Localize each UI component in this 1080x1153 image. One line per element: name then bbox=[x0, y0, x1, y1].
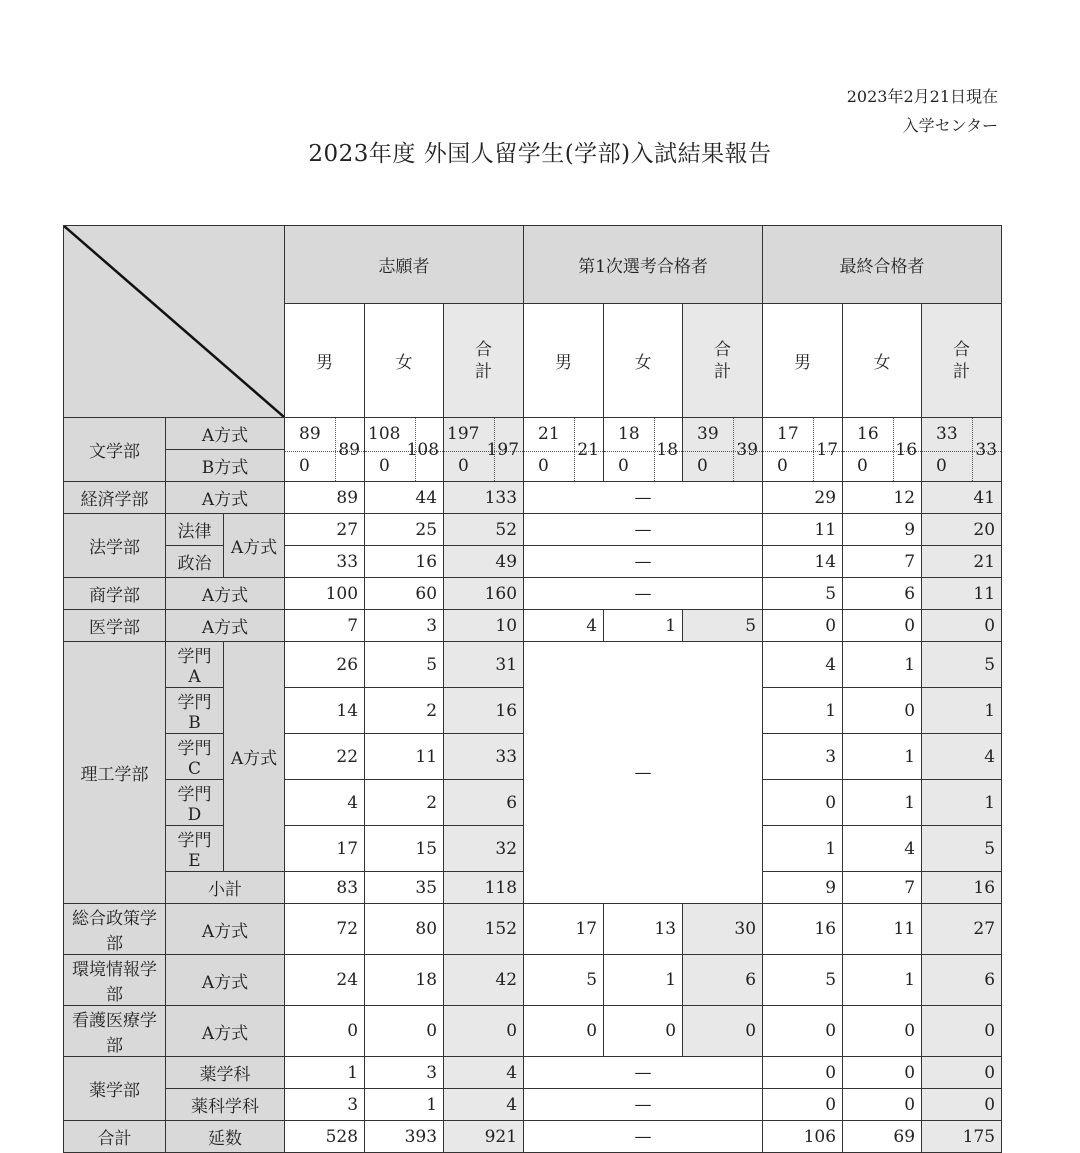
table-row bbox=[64, 482, 1002, 514]
col-female: 女 bbox=[604, 304, 683, 418]
value-cell: 1 bbox=[285, 1057, 365, 1089]
value-cell: 17 bbox=[524, 904, 604, 955]
value-cell: 2 bbox=[365, 688, 444, 734]
value-cell: 393 bbox=[365, 1121, 444, 1153]
value-cell: 175 bbox=[922, 1121, 1002, 1153]
sub-label: 薬科学科 bbox=[166, 1089, 285, 1121]
col-female: 女 bbox=[365, 304, 444, 418]
value-cell: 0 bbox=[683, 1006, 763, 1057]
ab-cell: 197 0 197 bbox=[444, 418, 524, 482]
dept-label: 理工学部 bbox=[64, 642, 166, 904]
page-title: 2023年度 外国人留学生(学部)入試結果報告 bbox=[308, 141, 772, 167]
value-cell: 5 bbox=[763, 578, 843, 610]
results-table bbox=[63, 225, 1002, 1153]
value-cell: 106 bbox=[763, 1121, 843, 1153]
ab-cell: 16 0 16 bbox=[843, 418, 922, 482]
value-cell: 24 bbox=[285, 955, 365, 1006]
total-label: 合計 bbox=[64, 1121, 166, 1153]
group-final-pass: 最終合格者 bbox=[763, 226, 1002, 304]
value-cell: 921 bbox=[444, 1121, 524, 1153]
ab-cell: 17 0 17 bbox=[763, 418, 843, 482]
method-label: A方式 bbox=[224, 642, 285, 872]
value-cell: 12 bbox=[843, 482, 922, 514]
method-label: A方式 bbox=[166, 578, 285, 610]
value-cell: 0 bbox=[604, 1006, 683, 1057]
value-cell: 25 bbox=[365, 514, 444, 546]
method-label: A方式 bbox=[166, 955, 285, 1006]
value-cell: 1 bbox=[604, 610, 683, 642]
sub-label: 学門B bbox=[166, 688, 224, 734]
dash-cell: — bbox=[524, 1057, 763, 1089]
value-cell: 6 bbox=[683, 955, 763, 1006]
value-cell: 16 bbox=[922, 872, 1002, 904]
ab-cell: 33 0 33 bbox=[922, 418, 1002, 482]
value-cell: 22 bbox=[285, 734, 365, 780]
method-label: B方式 bbox=[166, 450, 285, 482]
value-cell: 32 bbox=[444, 826, 524, 872]
value-cell: 5 bbox=[365, 642, 444, 688]
dash-cell: — bbox=[524, 514, 763, 546]
ab-cell: 39 0 39 bbox=[683, 418, 763, 482]
value-cell: 100 bbox=[285, 578, 365, 610]
value-cell: 11 bbox=[365, 734, 444, 780]
value-cell: 5 bbox=[683, 610, 763, 642]
value-cell: 1 bbox=[922, 780, 1002, 826]
dash-cell: — bbox=[524, 642, 763, 904]
value-cell: 15 bbox=[365, 826, 444, 872]
group-applicants: 志願者 bbox=[285, 226, 524, 304]
value-cell: 0 bbox=[285, 1006, 365, 1057]
value-cell: 21 bbox=[922, 546, 1002, 578]
value-cell: 31 bbox=[444, 642, 524, 688]
value-cell: 5 bbox=[763, 955, 843, 1006]
table-row bbox=[64, 418, 1002, 450]
value-cell: 9 bbox=[843, 514, 922, 546]
col-female: 女 bbox=[843, 304, 922, 418]
value-cell: 4 bbox=[922, 734, 1002, 780]
value-cell: 11 bbox=[843, 904, 922, 955]
subtotal-label: 小計 bbox=[166, 872, 285, 904]
value-cell: 6 bbox=[843, 578, 922, 610]
value-cell: 5 bbox=[922, 826, 1002, 872]
value-cell: 4 bbox=[843, 826, 922, 872]
value-cell: 3 bbox=[365, 610, 444, 642]
value-cell: 16 bbox=[365, 546, 444, 578]
dept-label: 商学部 bbox=[64, 578, 166, 610]
value-cell: 11 bbox=[922, 578, 1002, 610]
value-cell: 528 bbox=[285, 1121, 365, 1153]
value-cell: 2 bbox=[365, 780, 444, 826]
table-row bbox=[64, 904, 1002, 955]
value-cell: 0 bbox=[444, 1006, 524, 1057]
dash-cell: — bbox=[524, 578, 763, 610]
value-cell: 11 bbox=[763, 514, 843, 546]
value-cell: 27 bbox=[922, 904, 1002, 955]
value-cell: 0 bbox=[763, 1089, 843, 1121]
value-cell: 1 bbox=[365, 1089, 444, 1121]
value-cell: 4 bbox=[524, 610, 604, 642]
value-cell: 7 bbox=[285, 610, 365, 642]
value-cell: 83 bbox=[285, 872, 365, 904]
value-cell: 33 bbox=[444, 734, 524, 780]
value-cell: 30 bbox=[683, 904, 763, 955]
value-cell: 1 bbox=[843, 734, 922, 780]
value-cell: 44 bbox=[365, 482, 444, 514]
value-cell: 0 bbox=[843, 1057, 922, 1089]
value-cell: 41 bbox=[922, 482, 1002, 514]
value-cell: 0 bbox=[843, 1089, 922, 1121]
value-cell: 0 bbox=[922, 1006, 1002, 1057]
col-male: 男 bbox=[285, 304, 365, 418]
value-cell: 29 bbox=[763, 482, 843, 514]
sub-label: 法律 bbox=[166, 514, 224, 546]
value-cell: 118 bbox=[444, 872, 524, 904]
value-cell: 4 bbox=[763, 642, 843, 688]
method-label: A方式 bbox=[166, 904, 285, 955]
value-cell: 13 bbox=[604, 904, 683, 955]
method-label: A方式 bbox=[166, 482, 285, 514]
value-cell: 1 bbox=[843, 780, 922, 826]
value-cell: 1 bbox=[843, 955, 922, 1006]
value-cell: 3 bbox=[285, 1089, 365, 1121]
value-cell: 0 bbox=[843, 688, 922, 734]
method-label: A方式 bbox=[166, 418, 285, 450]
value-cell: 17 bbox=[285, 826, 365, 872]
table-row bbox=[64, 546, 1002, 578]
table-row bbox=[64, 578, 1002, 610]
sub-label: 薬学科 bbox=[166, 1057, 285, 1089]
table-row bbox=[64, 610, 1002, 642]
value-cell: 18 bbox=[365, 955, 444, 1006]
issuer: 入学センター bbox=[902, 116, 998, 135]
method-label: A方式 bbox=[224, 514, 285, 578]
total-sub-label: 延数 bbox=[166, 1121, 285, 1153]
value-cell: 72 bbox=[285, 904, 365, 955]
value-cell: 16 bbox=[763, 904, 843, 955]
sub-label: 学門E bbox=[166, 826, 224, 872]
dept-label: 環境情報学部 bbox=[64, 955, 166, 1006]
dash-cell: — bbox=[524, 546, 763, 578]
value-cell: 0 bbox=[922, 610, 1002, 642]
value-cell: 6 bbox=[444, 780, 524, 826]
value-cell: 20 bbox=[922, 514, 1002, 546]
dept-label: 経済学部 bbox=[64, 482, 166, 514]
value-cell: 7 bbox=[843, 872, 922, 904]
value-cell: 14 bbox=[763, 546, 843, 578]
method-label: A方式 bbox=[166, 1006, 285, 1057]
group-first-pass: 第1次選考合格者 bbox=[524, 226, 763, 304]
table-row bbox=[64, 1057, 1002, 1089]
value-cell: 133 bbox=[444, 482, 524, 514]
value-cell: 42 bbox=[444, 955, 524, 1006]
table-row bbox=[64, 1089, 1002, 1121]
value-cell: 3 bbox=[763, 734, 843, 780]
report-date: 2023年2月21日現在 bbox=[846, 87, 998, 106]
value-cell: 33 bbox=[285, 546, 365, 578]
value-cell: 1 bbox=[843, 642, 922, 688]
value-cell: 80 bbox=[365, 904, 444, 955]
value-cell: 0 bbox=[763, 610, 843, 642]
header-row bbox=[64, 226, 1002, 304]
dept-label: 法学部 bbox=[64, 514, 166, 578]
value-cell: 1 bbox=[763, 688, 843, 734]
value-cell: 27 bbox=[285, 514, 365, 546]
value-cell: 0 bbox=[763, 780, 843, 826]
dash-cell: — bbox=[524, 1121, 763, 1153]
sub-label: 学門C bbox=[166, 734, 224, 780]
value-cell: 0 bbox=[763, 1057, 843, 1089]
dept-label: 薬学部 bbox=[64, 1057, 166, 1121]
value-cell: 35 bbox=[365, 872, 444, 904]
value-cell: 3 bbox=[365, 1057, 444, 1089]
dash-cell: — bbox=[524, 482, 763, 514]
sub-label: 政治 bbox=[166, 546, 224, 578]
value-cell: 152 bbox=[444, 904, 524, 955]
table-row bbox=[64, 955, 1002, 1006]
dept-label: 総合政策学部 bbox=[64, 904, 166, 955]
value-cell: 9 bbox=[763, 872, 843, 904]
value-cell: 4 bbox=[444, 1089, 524, 1121]
col-total: 合 計 bbox=[444, 304, 524, 418]
value-cell: 26 bbox=[285, 642, 365, 688]
value-cell: 69 bbox=[843, 1121, 922, 1153]
value-cell: 0 bbox=[843, 610, 922, 642]
method-label: A方式 bbox=[166, 610, 285, 642]
col-total: 合 計 bbox=[922, 304, 1002, 418]
col-male: 男 bbox=[524, 304, 604, 418]
value-cell: 60 bbox=[365, 578, 444, 610]
dept-label: 文学部 bbox=[64, 418, 166, 482]
value-cell: 1 bbox=[922, 688, 1002, 734]
value-cell: 1 bbox=[604, 955, 683, 1006]
value-cell: 7 bbox=[843, 546, 922, 578]
ab-cell: 89 0 89 bbox=[285, 418, 365, 482]
value-cell: 0 bbox=[763, 1006, 843, 1057]
value-cell: 4 bbox=[444, 1057, 524, 1089]
col-male: 男 bbox=[763, 304, 843, 418]
value-cell: 1 bbox=[763, 826, 843, 872]
value-cell: 14 bbox=[285, 688, 365, 734]
table-row bbox=[64, 642, 1002, 688]
value-cell: 0 bbox=[922, 1057, 1002, 1089]
value-cell: 0 bbox=[524, 1006, 604, 1057]
value-cell: 89 bbox=[285, 482, 365, 514]
value-cell: 6 bbox=[922, 955, 1002, 1006]
total-row bbox=[64, 1121, 1002, 1153]
value-cell: 0 bbox=[922, 1089, 1002, 1121]
corner-cell bbox=[64, 226, 285, 418]
value-cell: 5 bbox=[524, 955, 604, 1006]
value-cell: 16 bbox=[444, 688, 524, 734]
table-row bbox=[64, 1006, 1002, 1057]
col-total: 合 計 bbox=[683, 304, 763, 418]
dash-cell: — bbox=[524, 1089, 763, 1121]
sub-label: 学門A bbox=[166, 642, 224, 688]
value-cell: 0 bbox=[365, 1006, 444, 1057]
ab-cell: 18 0 18 bbox=[604, 418, 683, 482]
table-row bbox=[64, 514, 1002, 546]
ab-cell: 108 0 108 bbox=[365, 418, 444, 482]
sub-label: 学門D bbox=[166, 780, 224, 826]
dept-label: 看護医療学部 bbox=[64, 1006, 166, 1057]
value-cell: 10 bbox=[444, 610, 524, 642]
value-cell: 0 bbox=[843, 1006, 922, 1057]
value-cell: 4 bbox=[285, 780, 365, 826]
ab-cell: 21 0 21 bbox=[524, 418, 604, 482]
value-cell: 5 bbox=[922, 642, 1002, 688]
value-cell: 49 bbox=[444, 546, 524, 578]
dept-label: 医学部 bbox=[64, 610, 166, 642]
value-cell: 160 bbox=[444, 578, 524, 610]
value-cell: 52 bbox=[444, 514, 524, 546]
